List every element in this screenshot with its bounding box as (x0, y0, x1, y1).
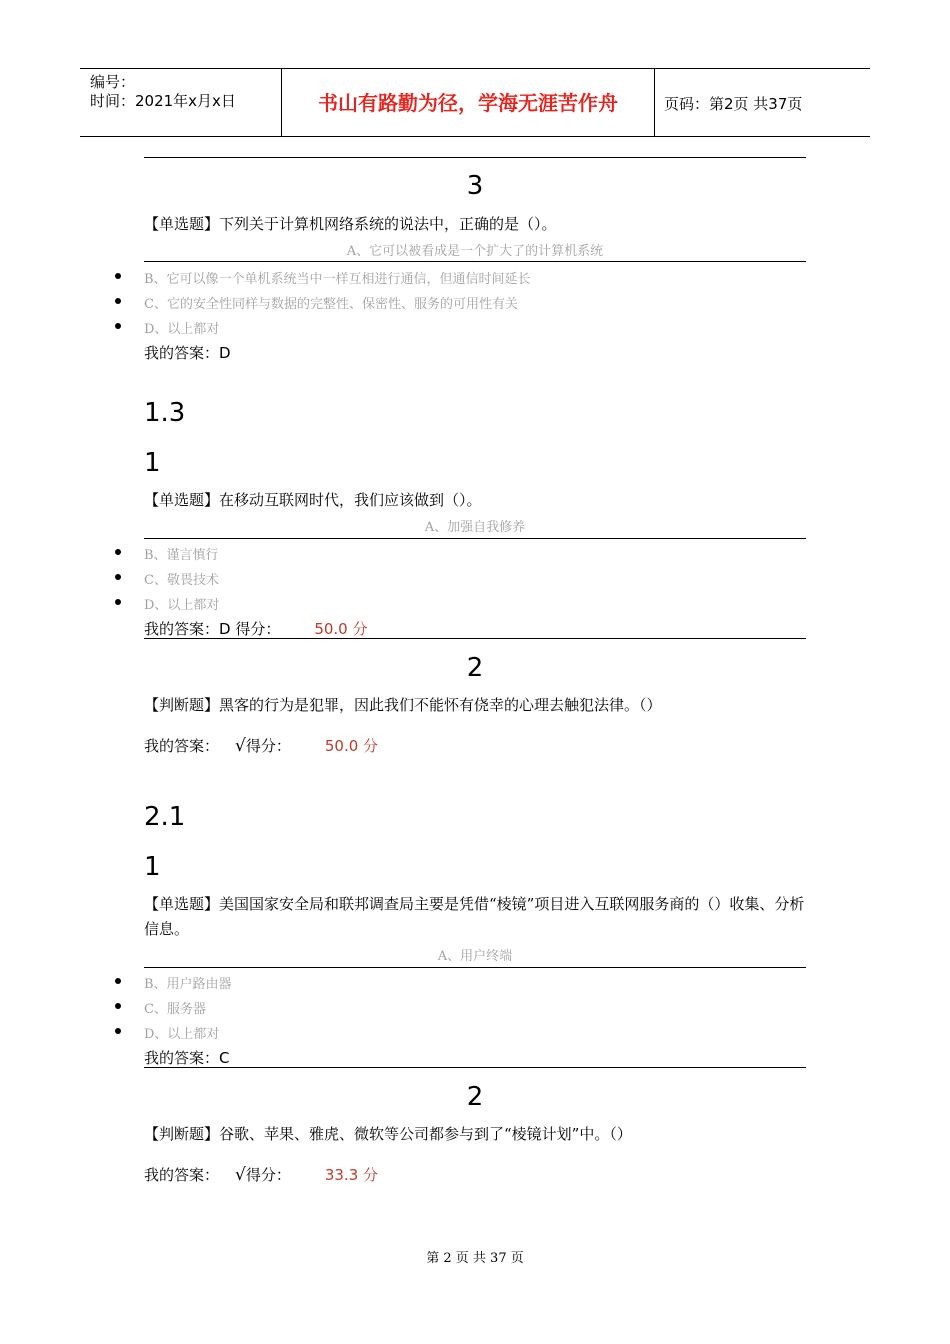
option-d: D、以上都对 (144, 1027, 220, 1042)
question-number: 3 (466, 171, 484, 201)
score-label: 得分： (245, 737, 291, 755)
option-a: A、用户终端 (437, 949, 513, 964)
option-b: B、用户路由器 (144, 977, 232, 992)
divider (144, 261, 806, 262)
option-a: A、它可以被看成是一个扩大了的计算机系统 (346, 244, 604, 259)
my-answer: 我的答案：C (144, 1049, 230, 1067)
divider (144, 967, 806, 968)
score-value: 33.3 分 (324, 1166, 379, 1184)
header-divider (654, 69, 655, 136)
serial-label: 编号： (90, 73, 136, 91)
bullet-icon (115, 599, 121, 605)
bullet-icon (115, 1003, 121, 1009)
bullet-icon (115, 574, 121, 580)
option-c: C、它的安全性同样与数据的完整性、保密性、服务的可用性有关 (144, 297, 518, 312)
option-b: B、它可以像一个单机系统当中一样互相进行通信，但通信时间延长 (144, 272, 531, 287)
my-answer (144, 735, 378, 756)
question-number: 2 (466, 1082, 484, 1112)
bullet-icon (115, 549, 121, 555)
option-a: A、加强自我修养 (424, 520, 526, 535)
section-heading: 2.1 (144, 802, 186, 832)
check-mark-icon: √ (235, 1165, 246, 1185)
page-header (80, 68, 870, 137)
divider (144, 157, 806, 158)
score-label: 得分： (245, 1166, 291, 1184)
answer-text: 我的答案： (144, 1166, 220, 1184)
divider (144, 1067, 806, 1068)
bullet-icon (115, 273, 121, 279)
option-b: B、谨言慎行 (144, 548, 219, 563)
option-c: C、敬畏技术 (144, 573, 219, 588)
option-d: D、以上都对 (144, 598, 220, 613)
score-value: 50.0 分 (314, 620, 368, 638)
divider (144, 638, 806, 639)
divider (144, 538, 806, 539)
my-answer: 我的答案：D (144, 344, 231, 362)
header-motto: 书山有路勤为径，学海无涯苦作舟 (318, 91, 618, 115)
answer-text: 我的答案：D 得分： (144, 620, 281, 638)
bullet-icon (115, 298, 121, 304)
option-c: C、服务器 (144, 1002, 206, 1017)
bullet-icon (115, 323, 121, 329)
score-value: 50.0 分 (324, 737, 379, 755)
bullet-icon (115, 978, 121, 984)
question-number: 1 (144, 448, 161, 478)
page-info: 页码：第2页 共37页 (664, 95, 803, 113)
question-text: 【单选题】美国国家安全局和联邦调查局主要是凭借“棱镜”项目进入互联网服务商的（）收集、分析信息。 (144, 895, 805, 938)
option-d: D、以上都对 (144, 322, 220, 337)
my-answer (144, 618, 368, 639)
date-label: 时间：2021年x月x日 (90, 92, 236, 110)
question-number: 2 (466, 653, 484, 683)
question-text: 【单选题】在移动互联网时代，我们应该做到（）。 (144, 491, 482, 509)
section-heading: 1.3 (144, 398, 186, 428)
question-text: 【单选题】下列关于计算机网络系统的说法中，正确的是（）。 (144, 215, 557, 233)
question-number: 1 (144, 852, 161, 882)
answer-text: 我的答案： (144, 737, 220, 755)
check-mark-icon: √ (235, 736, 246, 756)
page-footer: 第 2 页 共 37 页 (426, 1251, 524, 1266)
bullet-icon (115, 1028, 121, 1034)
my-answer (144, 1164, 378, 1185)
question-text: 【判断题】黑客的行为是犯罪，因此我们不能怀有侥幸的心理去触犯法律。（） (144, 696, 662, 714)
question-text: 【判断题】谷歌、苹果、雅虎、微软等公司都参与到了“棱镜计划”中。（） (144, 1125, 632, 1143)
